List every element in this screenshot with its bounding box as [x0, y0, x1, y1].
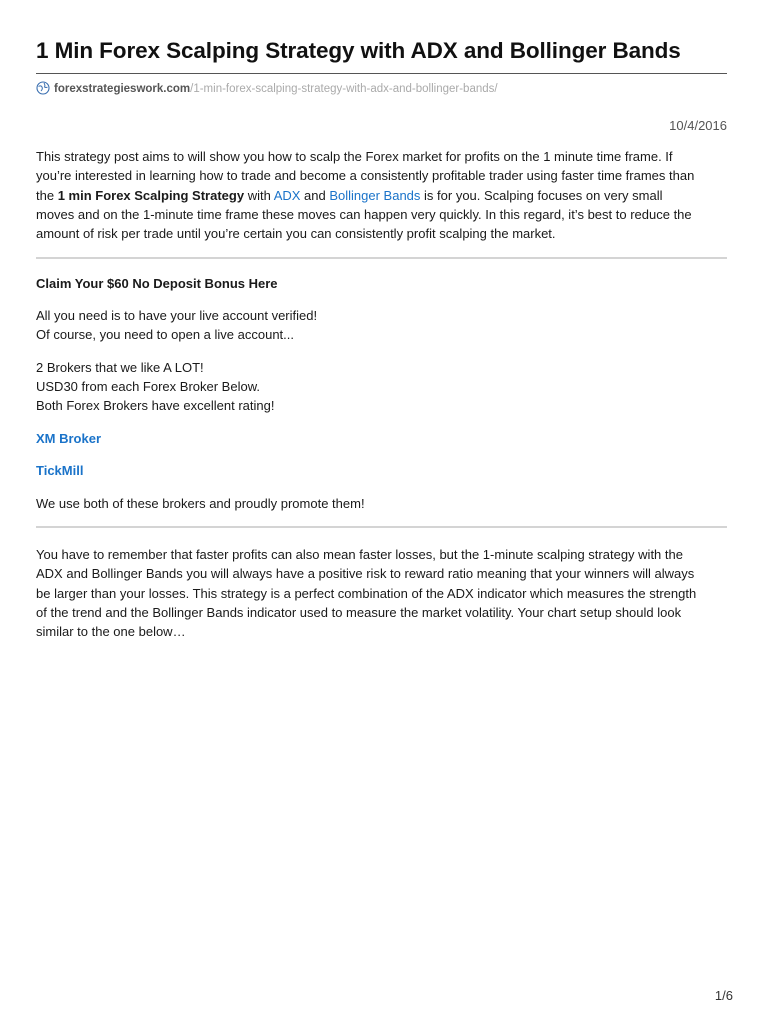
body-line-4: of the trend and the Bollinger Bands indicator used to measure the market volatility. Your chart setup should look: [36, 604, 682, 620]
source-domain[interactable]: forexstrategieswork.com: [54, 83, 191, 95]
section-divider: [36, 526, 727, 528]
body-line-1: You have to remember that faster profits can also mean faster losses, but the 1-minute scalping strategy with the: [36, 547, 683, 562]
body-line-3: be larger than your losses. This strategy is a perfect combination of the ADX indicator which measures the strength: [36, 585, 697, 601]
intro-line-1: This strategy post aims to will show you how to scalp the Forex market for profits on the 1 minute time frame. If: [36, 149, 673, 164]
strategy-name: 1 min Forex Scalping Strategy: [57, 187, 245, 203]
bonus-text-line-2: Of course, you need to open a live account...: [36, 327, 294, 342]
globe-icon: [36, 81, 50, 95]
bonus-heading: Claim Your $60 No Deposit Bonus Here: [36, 276, 278, 291]
title-divider: [36, 73, 727, 74]
brokers-closing-text: We use both of these brokers and proudly promote them!: [36, 496, 365, 511]
section-divider: [36, 257, 727, 259]
adx-link[interactable]: ADX: [273, 187, 301, 203]
xm-broker-link[interactable]: XM Broker: [36, 431, 102, 446]
body-paragraph: [36, 545, 727, 641]
body-line-5: similar to the one below…: [36, 624, 186, 640]
bonus-text-line-1: All you need is to have your live account verified!: [36, 308, 318, 323]
source-url[interactable]: [36, 82, 498, 96]
brokers-text-line-1: 2 Brokers that we like A LOT!: [36, 360, 204, 375]
intro-and: and: [300, 187, 330, 203]
intro-line-2: you’re interested in learning how to trade and become a consistently profitable trader using faster time frames than: [36, 168, 695, 184]
intro-line-3-post: is for you. Scalping focuses on very small: [420, 187, 663, 203]
body-line-2: ADX and Bollinger Bands you will always have a positive risk to reward ratio meaning that your winners will always: [36, 566, 695, 582]
brokers-text-line-3: Both Forex Brokers have excellent rating!: [36, 398, 275, 413]
page-title: 1 Min Forex Scalping Strategy with ADX and Bollinger Bands: [36, 38, 681, 63]
page-number: 1/6: [714, 988, 733, 1003]
intro-line-4: moves and on the 1-minute time frame these moves can happen very quickly. In this regard, it’s best to reduce the: [36, 206, 692, 222]
intro-paragraph: [36, 147, 727, 243]
post-date: 10/4/2016: [669, 118, 727, 133]
intro-with: with: [244, 187, 274, 203]
source-path[interactable]: /1-min-forex-scalping-strategy-with-adx-and-bollinger-bands/: [190, 83, 498, 95]
bollinger-bands-link[interactable]: Bollinger Bands: [329, 187, 421, 203]
tickmill-link[interactable]: TickMill: [36, 463, 84, 478]
intro-line-5: amount of risk per trade until you’re certain you can consistently profit scalping the market.: [36, 226, 556, 242]
brokers-text-line-2: USD30 from each Forex Broker Below.: [36, 379, 260, 394]
intro-line-3-pre: the: [36, 187, 58, 203]
